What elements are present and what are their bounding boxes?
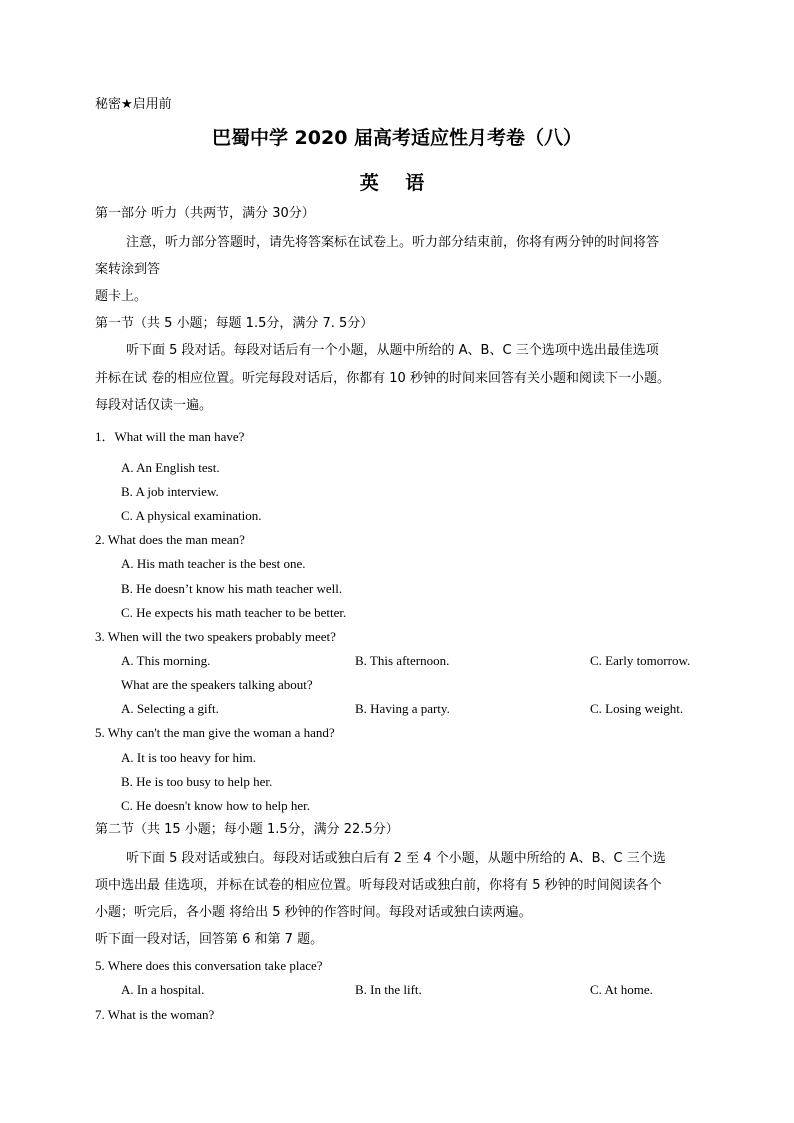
section2-heading: 第二节（共 15 小题；每小题 1.5分，满分 22.5分） (95, 822, 399, 837)
question-stem: 3. When will the two speakers probably meet? (95, 629, 336, 644)
option: A. An English test. (121, 460, 220, 475)
section1-heading: 第一节（共 5 小题；每题 1.5分，满分 7. 5分） (95, 316, 374, 331)
question-stem: 1．What will the man have? (95, 429, 245, 444)
option: A. In a hospital. (121, 982, 205, 997)
part1-notice-line2: 案转涂到答 (95, 262, 161, 277)
section2-instr-line1: 听下面 5 段对话或独白。每段对话或独白后有 2 至 4 个小题，从题中所给的 A、B、C 三个选 (126, 851, 666, 866)
section1-instr-line3: 每段对话仅读一遍。 (95, 398, 213, 413)
part1-notice-line1: 注意，听力部分答题时，请先将答案标在试卷上。听力部分结束前，你将有两分钟的时间将答 (126, 235, 660, 250)
option: A. His math teacher is the best one. (121, 556, 306, 571)
part1-heading: 第一部分 听力（共两节，满分 30分） (95, 206, 315, 221)
option: C. He doesn't know how to help her. (121, 798, 311, 813)
question-stem: What are the speakers talking about? (121, 677, 313, 692)
option: B. He doesn’t know his math teacher well. (121, 581, 343, 596)
option: B. A job interview. (121, 484, 219, 499)
option: C. Losing weight. (590, 701, 684, 716)
option: B. He is too busy to help her. (121, 774, 273, 789)
option: C. At home. (590, 982, 653, 997)
part1-notice-line3: 题卡上。 (95, 289, 148, 304)
option: B. Having a party. (355, 701, 450, 716)
section2-instr-line3: 小题；听完后，各小题 将给出 5 秒钟的作答时间。每段对话或独白读两遍。 (95, 905, 532, 920)
option: A. It is too heavy for him. (121, 750, 257, 765)
subject-title: 英 语 (359, 172, 435, 194)
question-stem: 5. Why can't the man give the woman a hand? (95, 725, 335, 740)
exam-title: 巴蜀中学 2020 届高考适应性月考卷（八） (211, 127, 583, 149)
question-stem: 5. Where does this conversation take place? (95, 958, 323, 973)
question-stem: 7. What is the woman? (95, 1007, 215, 1022)
option: B. This afternoon. (355, 653, 450, 668)
option: C. He expects his math teacher to be better. (121, 605, 347, 620)
section2-instr-line2: 项中选出最 佳选项，并标在试卷的相应位置。听每段对话或独白前，你将有 5 秒钟的时间阅读各个 (95, 878, 662, 893)
section1-instr-line2: 并标在试 卷的相应位置。听完每段对话后，你都有 10 秒钟的时间来回答有关小题和阅读下一小题。 (95, 371, 670, 386)
option: A. Selecting a gift. (121, 701, 219, 716)
option: C. Early tomorrow. (590, 653, 691, 668)
question-stem: 2. What does the man mean? (95, 532, 245, 547)
option: A. This morning. (121, 653, 211, 668)
confidential-label: 秘密★启用前 (95, 97, 172, 112)
section1-instr-line1: 听下面 5 段对话。每段对话后有一个小题，从题中所给的 A、B、C 三个选项中选出最佳选项 (126, 343, 659, 358)
option: B. In the lift. (355, 982, 422, 997)
option: C. A physical examination. (121, 508, 262, 523)
dialog-intro: 听下面一段对话，回答第 6 和第 7 题。 (95, 932, 324, 947)
